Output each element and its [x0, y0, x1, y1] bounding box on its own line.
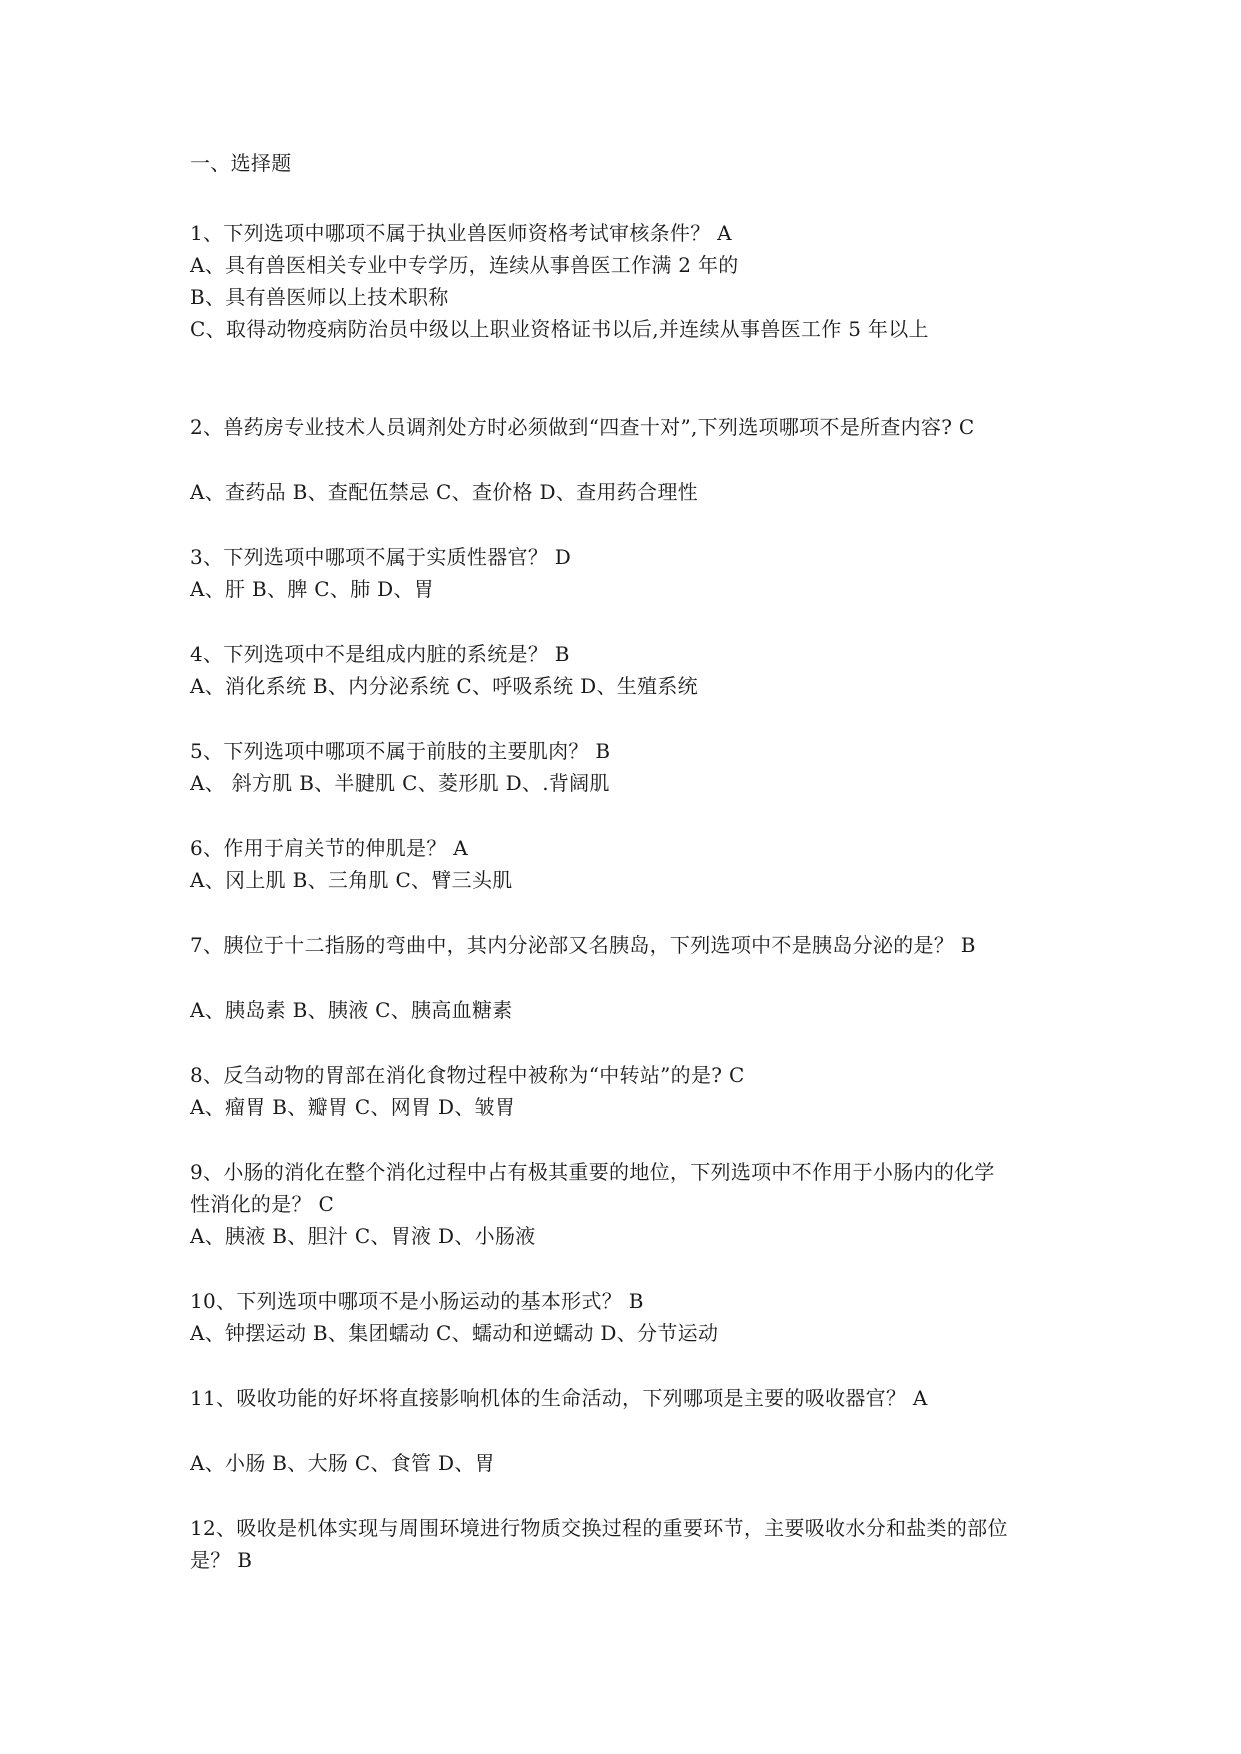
question-6: 6、作用于肩关节的伸肌是？ A	[190, 836, 469, 860]
question-6-options: A、冈上肌 B、三角肌 C、臂三头肌	[190, 868, 513, 892]
question-3: 3、下列选项中哪项不属于实质性器官？ D	[190, 545, 572, 569]
question-2-options: A、查药品 B、查配伍禁忌 C、查价格 D、查用药合理性	[190, 480, 698, 504]
question-10-options: A、钟摆运动 B、集团蠕动 C、蠕动和逆蠕动 D、分节运动	[190, 1321, 719, 1345]
question-1: 1、下列选项中哪项不属于执业兽医师资格考试审核条件？ A	[190, 221, 732, 245]
section-title: 一、选择题	[190, 151, 292, 175]
question-7-options: A、胰岛素 B、胰液 C、胰高血糖素	[190, 998, 513, 1022]
question-9-line-1: 9、小肠的消化在整个消化过程中占有极其重要的地位，下列选项中不作用于小肠内的化学	[190, 1160, 995, 1184]
question-10: 10、下列选项中哪项不是小肠运动的基本形式？ B	[190, 1289, 644, 1313]
question-4: 4、下列选项中不是组成内脏的系统是？ B	[190, 642, 570, 666]
question-12-line-2: 是？ B	[190, 1548, 253, 1572]
question-8: 8、反刍动物的胃部在消化食物过程中被称为“中转站”的是? C	[190, 1063, 745, 1087]
question-5: 5、下列选项中哪项不属于前肢的主要肌肉？ B	[190, 739, 611, 763]
question-9-options: A、胰液 B、胆汁 C、胃液 D、小肠液	[190, 1224, 536, 1248]
question-7: 7、胰位于十二指肠的弯曲中，其内分泌部又名胰岛，下列选项中不是胰岛分泌的是？ B	[190, 933, 976, 957]
question-1-option-c: C、取得动物疫病防治员中级以上职业资格证书以后,并连续从事兽医工作 5 年以上	[190, 317, 929, 341]
question-3-options: A、肝 B、脾 C、肺 D、胃	[190, 577, 435, 601]
question-4-options: A、消化系统 B、内分泌系统 C、呼吸系统 D、生殖系统	[190, 674, 698, 698]
question-2: 2、兽药房专业技术人员调剂处方时必须做到“四查十对”,下列选项哪项不是所查内容? C	[190, 415, 975, 439]
question-5-options: A、 斜方肌 B、半腱肌 C、菱形肌 D、.背阔肌	[190, 771, 610, 795]
question-11-options: A、小肠 B、大肠 C、食管 D、胃	[190, 1451, 495, 1475]
question-1-option-a: A、具有兽医相关专业中专学历，连续从事兽医工作满 2 年的	[190, 253, 739, 277]
question-1-option-b: B、具有兽医师以上技术职称	[190, 285, 449, 309]
question-8-options: A、瘤胃 B、瓣胃 C、网胃 D、皱胃	[190, 1095, 516, 1119]
question-11: 11、吸收功能的好坏将直接影响机体的生命活动，下列哪项是主要的吸收器官？ A	[190, 1386, 928, 1410]
question-9-line-2: 性消化的是？ C	[190, 1192, 335, 1216]
question-12-line-1: 12、吸收是机体实现与周围环境进行物质交换过程的重要环节，主要吸收水分和盐类的部位	[190, 1516, 1008, 1540]
